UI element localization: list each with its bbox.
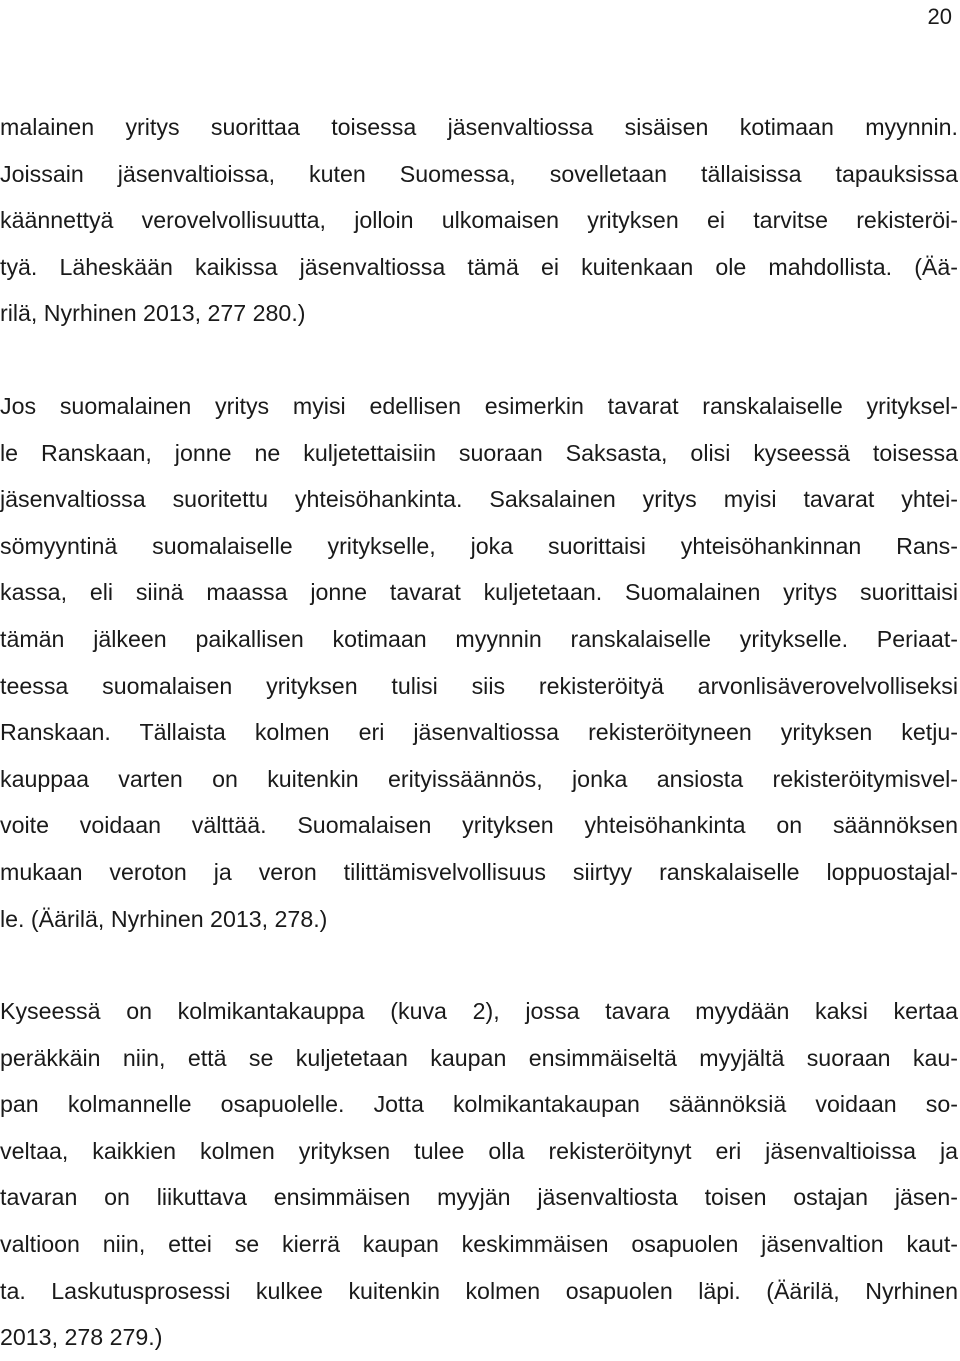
- text-line: teessa suomalaisen yrityksen tulisi siis rekisteröityä arvonlisäverovelvolliseksi: [0, 672, 958, 699]
- text-line: voite voidaan välttää. Suomalaisen yrityksen yhteisöhankinta on säännöksen: [0, 812, 958, 839]
- paragraph-2: [0, 383, 958, 942]
- text-line: malainen yritys suorittaa toisessa jäsenvaltiossa sisäisen kotimaan myynnin.: [0, 114, 958, 140]
- text-line: ta. Laskutusprosessi kulkee kuitenkin kolmen osapuolen läpi. (Äärilä, Nyrhinen: [0, 1277, 958, 1304]
- text-line: rilä, Nyrhinen 2013, 277 280.): [0, 300, 306, 327]
- text-line: kauppaa varten on kuitenkin erityissäännös, jonka ansiosta rekisteröitymisvel-: [0, 765, 958, 792]
- text-line: sömyyntinä suomalaiselle yritykselle, joka suorittaisi yhteisöhankinnan Rans-: [0, 532, 958, 559]
- document-body: [0, 104, 958, 1361]
- text-line: le. (Äärilä, Nyrhinen 2013, 278.): [0, 905, 328, 932]
- text-line: pan kolmannelle osapuolelle. Jotta kolmikantakaupan säännöksiä voidaan so-: [0, 1091, 958, 1118]
- paragraph-3: [0, 988, 958, 1361]
- text-line: le Ranskaan, jonne ne kuljetettaisiin suoraan Saksasta, olisi kyseessä toisessa: [0, 439, 958, 466]
- text-line: Joissain jäsenvaltioissa, kuten Suomessa, sovelletaan tällaisissa tapauksissa: [0, 160, 958, 187]
- page-number: 20: [927, 4, 952, 29]
- text-line: jäsenvaltiossa suoritettu yhteisöhankinta. Saksalainen yritys myisi tavarat yhtei-: [0, 486, 958, 513]
- text-line: veltaa, kaikkien kolmen yrityksen tulee olla rekisteröitynyt eri jäsenvaltioissa ja: [0, 1137, 958, 1164]
- text-line: valtioon niin, ettei se kierrä kaupan keskimmäisen osapuolen jäsenvaltion kaut-: [0, 1231, 958, 1258]
- text-line: Ranskaan. Tällaista kolmen eri jäsenvaltiossa rekisteröityneen yrityksen ketju-: [0, 719, 958, 746]
- paragraph-1: [0, 104, 958, 337]
- text-line: tämän jälkeen paikallisen kotimaan myynnin ranskalaiselle yritykselle. Periaat-: [0, 625, 958, 652]
- text-line: tyä. Läheskään kaikissa jäsenvaltiossa tämä ei kuitenkaan ole mahdollista. (Ää-: [0, 253, 958, 280]
- text-line: Jos suomalainen yritys myisi edellisen esimerkin tavarat ranskalaiselle yrityksel-: [0, 392, 958, 419]
- text-line: tavaran on liikuttava ensimmäisen myyjän jäsenvaltiosta toisen ostajan jäsen-: [0, 1184, 958, 1211]
- text-line: 2013, 278 279.): [0, 1324, 163, 1351]
- text-line: peräkkäin niin, että se kuljetetaan kaupan ensimmäiseltä myyjältä suoraan kau-: [0, 1044, 958, 1071]
- text-line: kassa, eli siinä maassa jonne tavarat kuljetetaan. Suomalainen yritys suorittaisi: [0, 579, 958, 606]
- text-line: käännettyä verovelvollisuutta, jolloin ulkomaisen yrityksen ei tarvitse rekisteröi-: [0, 207, 958, 234]
- text-line: Kyseessä on kolmikantakauppa (kuva 2), jossa tavara myydään kaksi kertaa: [0, 998, 958, 1025]
- text-line: mukaan veroton ja veron tilittämisvelvollisuus siirtyy ranskalaiselle loppuostajal-: [0, 858, 958, 885]
